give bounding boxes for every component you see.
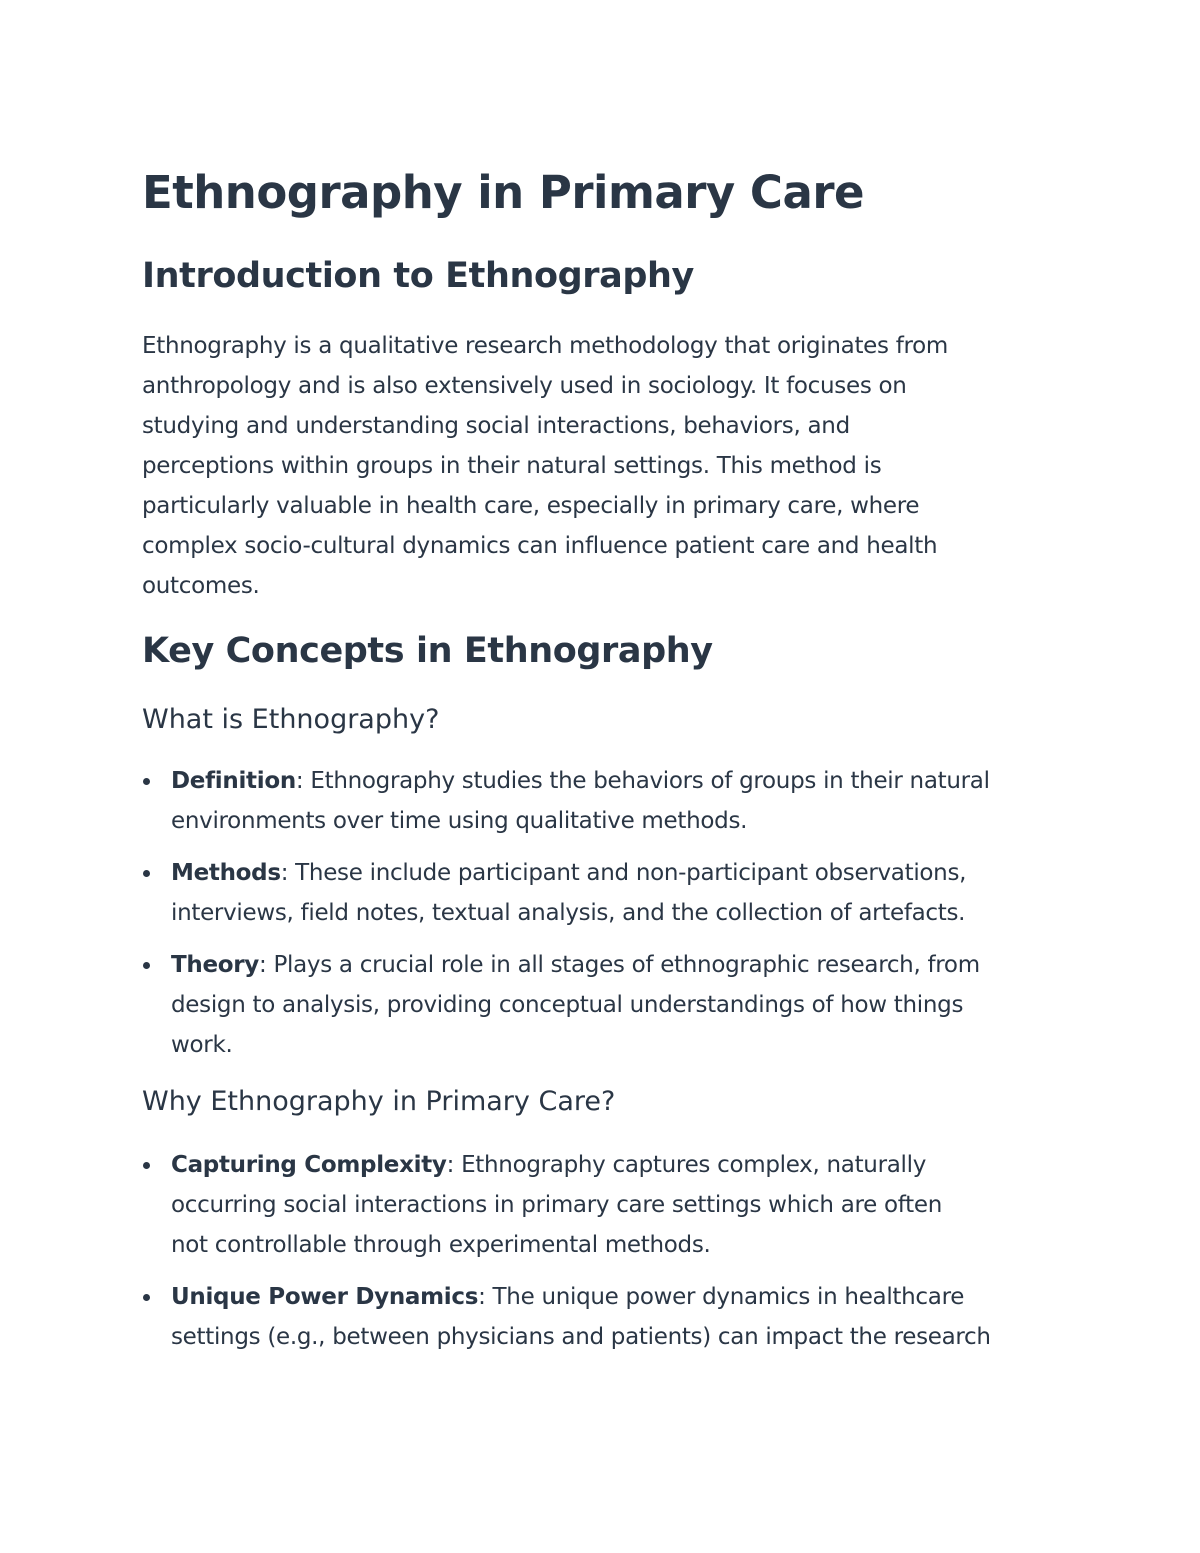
bullet-icon <box>143 1294 150 1301</box>
intro-line: perceptions within groups in their natural settings. This method is <box>142 453 882 479</box>
item-text: occurring social interactions in primary care settings which are often <box>171 1192 943 1218</box>
document-title: Ethnography in Primary Care <box>142 166 865 219</box>
item-text: environments over time using qualitative methods. <box>171 808 748 834</box>
bullet-icon <box>143 778 150 785</box>
item-text: : These include participant and non-participant observations, <box>280 860 967 886</box>
item-term: Unique Power Dynamics <box>171 1284 479 1310</box>
list-item <box>142 761 1072 841</box>
item-text: work. <box>171 1032 233 1058</box>
what-is-heading: What is Ethnography? <box>142 704 440 735</box>
bullet-icon <box>143 870 150 877</box>
item-text: design to analysis, providing conceptual understandings of how things <box>171 992 964 1018</box>
bullet-icon <box>143 962 150 969</box>
intro-paragraph <box>142 326 1057 606</box>
item-term: Theory <box>171 952 259 978</box>
item-text: : Ethnography captures complex, naturally <box>446 1152 927 1178</box>
item-text: : Ethnography studies the behaviors of groups in their natural <box>295 768 990 794</box>
intro-line: Ethnography is a qualitative research methodology that originates from <box>142 333 949 359</box>
what-is-list <box>142 761 1072 1065</box>
item-term: Capturing Complexity <box>171 1152 447 1178</box>
intro-line: studying and understanding social interactions, behaviors, and <box>142 413 850 439</box>
intro-heading: Introduction to Ethnography <box>142 256 694 296</box>
why-list <box>142 1145 1072 1357</box>
intro-line: complex socio-cultural dynamics can influence patient care and health <box>142 533 938 559</box>
item-text: settings (e.g., between physicians and patients) can impact the research <box>171 1324 991 1350</box>
bullet-icon <box>143 1162 150 1169</box>
item-text: : The unique power dynamics in healthcare <box>478 1284 965 1310</box>
item-term: Methods <box>171 860 281 886</box>
list-item <box>142 853 1072 933</box>
item-text: : Plays a crucial role in all stages of ethnographic research, from <box>259 952 980 978</box>
why-heading: Why Ethnography in Primary Care? <box>142 1086 616 1117</box>
intro-line: outcomes. <box>142 573 260 599</box>
key-concepts-heading: Key Concepts in Ethnography <box>142 631 713 671</box>
item-text: interviews, field notes, textual analysis, and the collection of artefacts. <box>171 900 966 926</box>
item-text: not controllable through experimental methods. <box>171 1232 711 1258</box>
list-item <box>142 945 1072 1065</box>
list-item <box>142 1277 1072 1357</box>
item-term: Definition <box>171 768 296 794</box>
list-item <box>142 1145 1072 1265</box>
intro-line: anthropology and is also extensively used in sociology. It focuses on <box>142 373 907 399</box>
intro-line: particularly valuable in health care, especially in primary care, where <box>142 493 920 519</box>
